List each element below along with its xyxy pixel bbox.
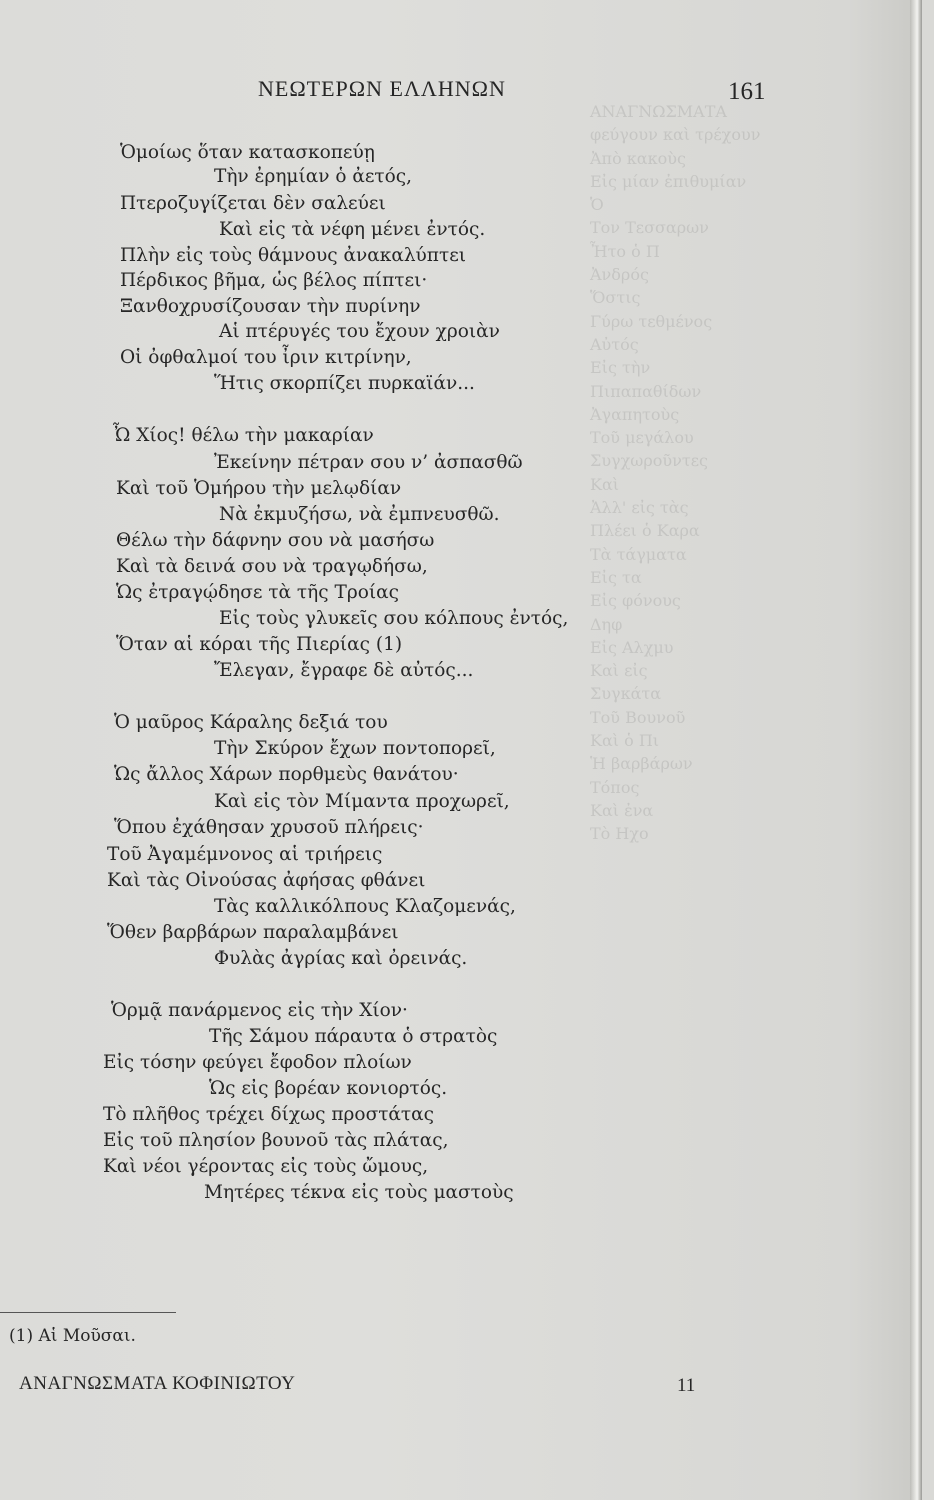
poem-line: Ἔλεγαν, ἔγραφε δὲ αὐτός... <box>214 660 474 681</box>
poem-line: Ὁρμᾷ πανάρμενος εἰς τὴν Χίον· <box>111 1000 408 1021</box>
poem-line: Τὰς καλλικόλπους Κλαζομενάς, <box>214 896 516 917</box>
poem-line: Καὶ νέοι γέροντας εἰς τοὺς ὤμους, <box>103 1156 429 1177</box>
poem-line: Καὶ εἰς τὰ νέφη μένει ἐντός. <box>219 219 486 240</box>
poem-line: Καὶ τοῦ Ὁμήρου τὴν μελῳδίαν <box>116 478 402 499</box>
poem-line: Τὴν ἐρημίαν ὁ ἀετός, <box>214 166 413 187</box>
page-number: 161 <box>728 78 766 105</box>
poem-line: Πέρδικος βῆμα, ὡς βέλος πίπτει· <box>120 270 428 291</box>
poem-line: Ὁ μαῦρος Κάραλης δεξιά του <box>114 712 388 733</box>
poem-line: Ὡς ἄλλος Χάρων πορθμεὺς θανάτου· <box>114 764 459 785</box>
footnote: (1) Αἱ Μοῦσαι. <box>9 1326 136 1346</box>
poem-line: Θέλω τὴν δάφνην σου νὰ μασήσω <box>116 530 435 551</box>
poem-line: Ὡς εἰς βορέαν κονιορτός. <box>209 1078 448 1099</box>
poem-line: Ξανθοχρυσίζουσαν τὴν πυρίνην <box>120 296 421 317</box>
footer-book-title: ΑΝΑΓΝΩΣΜΑΤΑ ΚΟΦΙΝΙΩΤΟΥ <box>19 1373 296 1394</box>
signature-mark: 11 <box>677 1375 696 1396</box>
poem-line: Τῆς Σάμου πάραυτα ὁ στρατὸς <box>209 1026 498 1047</box>
poem-line: Ὦ Χίος! θέλω τὴν μακαρίαν <box>113 425 374 446</box>
poem-line: Πτεροζυγίζεται δὲν σαλεύει <box>120 193 386 214</box>
poem-line: Ὅπου ἐχάθησαν χρυσοῦ πλήρεις· <box>114 817 424 838</box>
poem-line: Καὶ τὰ δεινά σου νὰ τραγῳδήσω, <box>116 556 428 577</box>
poem-line: Ὅταν αἱ κόραι τῆς Πιερίας (1) <box>116 634 403 655</box>
poem-line: Εἰς τοὺς γλυκεῖς σου κόλπους ἐντός, <box>219 608 569 629</box>
poem-line: Φυλὰς ἀγρίας καὶ ὀρεινάς. <box>214 948 468 969</box>
poem-line: Καὶ εἰς τὸν Μίμαντα προχωρεῖ, <box>214 791 510 812</box>
poem-line: Εἰς τόσην φεύγει ἔφοδον πλοίων <box>103 1052 412 1073</box>
bleed-through-text: ΑΝΑΓΝΩΣΜΑΤΑ φεύγουν καὶ τρέχουν Ἀπὸ κακοὺς Εἰς μίαν ἐπιθυμίαν Ὁ Τον Τεσσαρων Ἦτο ὁ Π Ἀνδρός Ὅστις Γύρω τεθμένος Αὐτός Εἰς τὴν Πιπαπαθίδων Ἀγαπητοὺς Τοῦ μεγάλου Συγχωροῦντες Καὶ Ἀλλ' εἰς τὰς Πλέει ὁ Καρα Τὰ τάγματα Εἰς τα Εἰς φόνους Δηφ Εἰς Αλχμυ Καὶ εἰς Συγκάτα Τοῦ Βουνοῦ Καὶ ὁ Πι Ἡ βαρβάρων Τόπος Καὶ ἐνα Τὸ Ηχο <box>590 102 761 844</box>
poem-line: Ὡς ἐτραγῴδησε τὰ τῆς Τροίας <box>116 582 399 603</box>
poem-line: Ὁμοίως ὅταν κατασκοπεύῃ <box>120 142 375 163</box>
poem-line: Τὴν Σκύρον ἔχων ποντοπορεῖ, <box>214 738 496 759</box>
poem-line: Μητέρες τέκνα εἰς τοὺς μαστοὺς <box>204 1182 514 1203</box>
poem-line: Νὰ ἐκμυζήσω, νὰ ἐμπνευσθῶ. <box>219 504 500 525</box>
poem-line: Τὸ πλῆθος τρέχει δίχως προστάτας <box>103 1104 435 1125</box>
poem-line: Πλὴν εἰς τοὺς θάμνους ἀνακαλύπτει <box>120 245 467 266</box>
poem-line: Αἱ πτέρυγές του ἔχουν χροιὰν <box>219 321 500 342</box>
poem-line: Τοῦ Ἀγαμέμνονος αἱ τριήρεις <box>107 844 383 865</box>
poem-line: Ὅθεν βαρβάρων παραλαμβάνει <box>107 922 399 943</box>
poem-line: Ἐκείνην πέτραν σου ν’ ἀσπασθῶ <box>214 452 523 473</box>
poem-line: Καὶ τὰς Οἰνούσας ἀφήσας φθάνει <box>107 870 426 891</box>
page-edge <box>910 0 922 1500</box>
poem-line: Οἱ ὀφθαλμοί του ἶριν κιτρίνην, <box>120 347 412 368</box>
poem-line: Ἥτις σκορπίζει πυρκαϊάν... <box>214 373 475 394</box>
poem-line: Εἰς τοῦ πλησίον βουνοῦ τὰς πλάτας, <box>103 1130 449 1151</box>
running-header: ΝΕΩΤΕΡΩΝ ΕΛΛΗΝΩΝ <box>258 76 506 101</box>
footnote-rule <box>0 1312 176 1313</box>
